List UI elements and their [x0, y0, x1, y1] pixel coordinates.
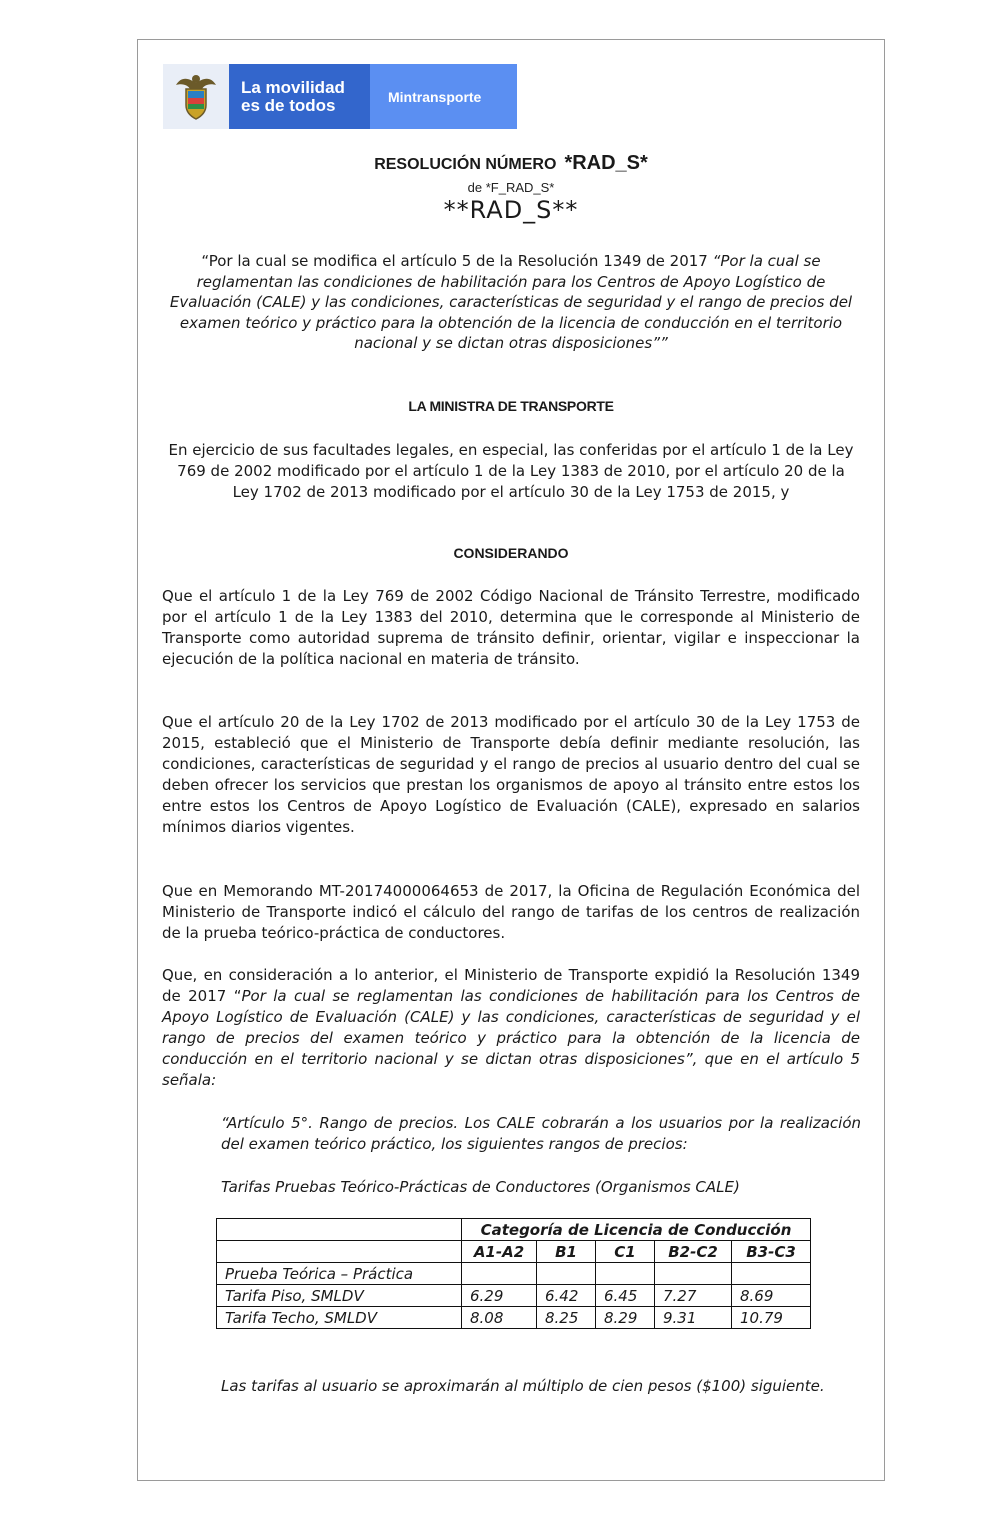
table-cell [596, 1263, 655, 1285]
considerando-paragraph-4 [162, 965, 860, 1092]
column-header: A1-A2 [462, 1241, 537, 1263]
government-banner [163, 64, 517, 129]
coat-of-arms-icon [163, 64, 229, 129]
resolution-date: de *F_RAD_S* [467, 180, 555, 195]
column-header: B2-C2 [655, 1241, 732, 1263]
table-caption: Tarifas Pruebas Teórico-Prácticas de Conductores (Organismos CALE) [221, 1178, 740, 1196]
slogan-line-2: es de todos [241, 95, 336, 115]
table-header-row-1 [217, 1219, 811, 1241]
table-cell: 6.29 [462, 1285, 537, 1307]
table-cell: 10.79 [732, 1307, 811, 1329]
article-5-quote: “Artículo 5°. Rango de precios. Los CALE cobrarán a los usuarios por la realización del examen teórico práctico, los siguientes rangos de precios: [221, 1114, 861, 1153]
table-cell: 8.08 [462, 1307, 537, 1329]
column-header: B1 [537, 1241, 596, 1263]
rates-table [216, 1218, 811, 1329]
closing-note: Las tarifas al usuario se aproximarán al múltiplo de cien pesos ($100) siguiente. [221, 1377, 825, 1395]
considerando-paragraph-2: Que el artículo 20 de la Ley 1702 de 2013 modificado por el artículo 30 de la Ley 1753 de 2015, estableció que el Ministerio de Transporte debía definir mediante resolución, las condiciones, características de seguridad y el rango de precios al usuario dentro del cual se deben ofrecer los servicios que prestan los organismos de apoyo al tránsito entre estos los entre estos los Centros de Apoyo Logístico de Evaluación (CALE), expresado en salarios mínimos diarios vigentes. [162, 713, 860, 837]
slogan-line-1: La movilidad [241, 77, 345, 97]
considerando-paragraph-3: Que en Memorando MT-20174000064653 de 2017, la Oficina de Regulación Económica del Ministerio de Transporte indicó el cálculo del rango de tarifas de los centros de realización de la prueba teórico-práctica de conductores. [162, 882, 860, 943]
table-row [217, 1263, 811, 1285]
authority-heading: LA MINISTRA DE TRANSPORTE [408, 398, 614, 414]
table-cell: 8.29 [596, 1307, 655, 1329]
table-corner-cell [217, 1219, 462, 1241]
column-header: B3-C3 [732, 1241, 811, 1263]
table-cell: 6.42 [537, 1285, 596, 1307]
table-cell: 6.45 [596, 1285, 655, 1307]
table-row [217, 1285, 811, 1307]
row-label: Tarifa Techo, SMLDV [217, 1307, 462, 1329]
column-header: C1 [596, 1241, 655, 1263]
table-cell [462, 1263, 537, 1285]
subject-intro: “Por la cual se modifica el artículo 5 de la Resolución 1349 de 2017 [201, 252, 713, 270]
table-empty-cell [217, 1241, 462, 1263]
row-label: Prueba Teórica – Práctica [217, 1263, 462, 1285]
subject-quoted-title: “Por la cual se reglamentan las condiciones de habilitación para los Centros de Apoyo Logístico de Evaluación (CALE) y las condiciones, características de seguridad y el rango de precios del examen teórico y práctico para la obtención de la licencia de conducción en el territorio nacional y se dictan otras disposiciones”” [169, 252, 853, 352]
ministry-name: Mintransporte [370, 64, 517, 129]
resolution-label: RESOLUCIÓN NÚMERO [374, 156, 557, 173]
row-label: Tarifa Piso, SMLDV [217, 1285, 462, 1307]
paragraph-4-quoted: Por la cual se reglamentan las condiciones de habilitación para los Centros de Apoyo Logístico de Evaluación (CALE) y las condiciones, características de seguridad y el rango de precios del examen teórico y práctico para la obtención de la licencia de conducción en el territorio nacional y se dictan otras disposiciones”, que en el artículo 5 señala: [162, 987, 861, 1090]
table-cell [732, 1263, 811, 1285]
table-cell [655, 1263, 732, 1285]
preamble-text: En ejercicio de sus facultades legales, en especial, las conferidas por el artículo 1 de la Ley 769 de 2002 modificado por el artículo 1 de la Ley 1383 de 2010, por el artículo 20 de la Ley 1702 de 2013 modificado por el artículo 30 de la Ley 1753 de 2015, y [168, 441, 854, 501]
table-cell: 8.25 [537, 1307, 596, 1329]
slogan-block [229, 64, 370, 129]
table-cell: 8.69 [732, 1285, 811, 1307]
table-row [217, 1307, 811, 1329]
paragraph-4-intro: Que, en consideración a lo anterior, el Ministerio de Transporte expidió la Resolución 1349 de 2017 “ [162, 966, 860, 1006]
table-cell [537, 1263, 596, 1285]
table-cell: 9.31 [655, 1307, 732, 1329]
considerando-heading: CONSIDERANDO [453, 545, 569, 561]
resolution-title [162, 152, 860, 175]
resolution-code: **RAD_S** [443, 196, 579, 224]
resolution-number: *RAD_S* [564, 152, 648, 174]
license-category-header: Categoría de Licencia de Conducción [462, 1219, 811, 1241]
table-header-row-2 [217, 1241, 811, 1263]
table-cell: 7.27 [655, 1285, 732, 1307]
resolution-subject [162, 251, 860, 354]
considerando-paragraph-1: Que el artículo 1 de la Ley 769 de 2002 Código Nacional de Tránsito Terrestre, modificado por el artículo 1 de la Ley 1383 del 2010, determina que le corresponde al Ministerio de Transporte como autoridad suprema de tránsito definir, orientar, vigilar e inspeccionar la ejecución de la política nacional en materia de tránsito. [162, 587, 860, 669]
